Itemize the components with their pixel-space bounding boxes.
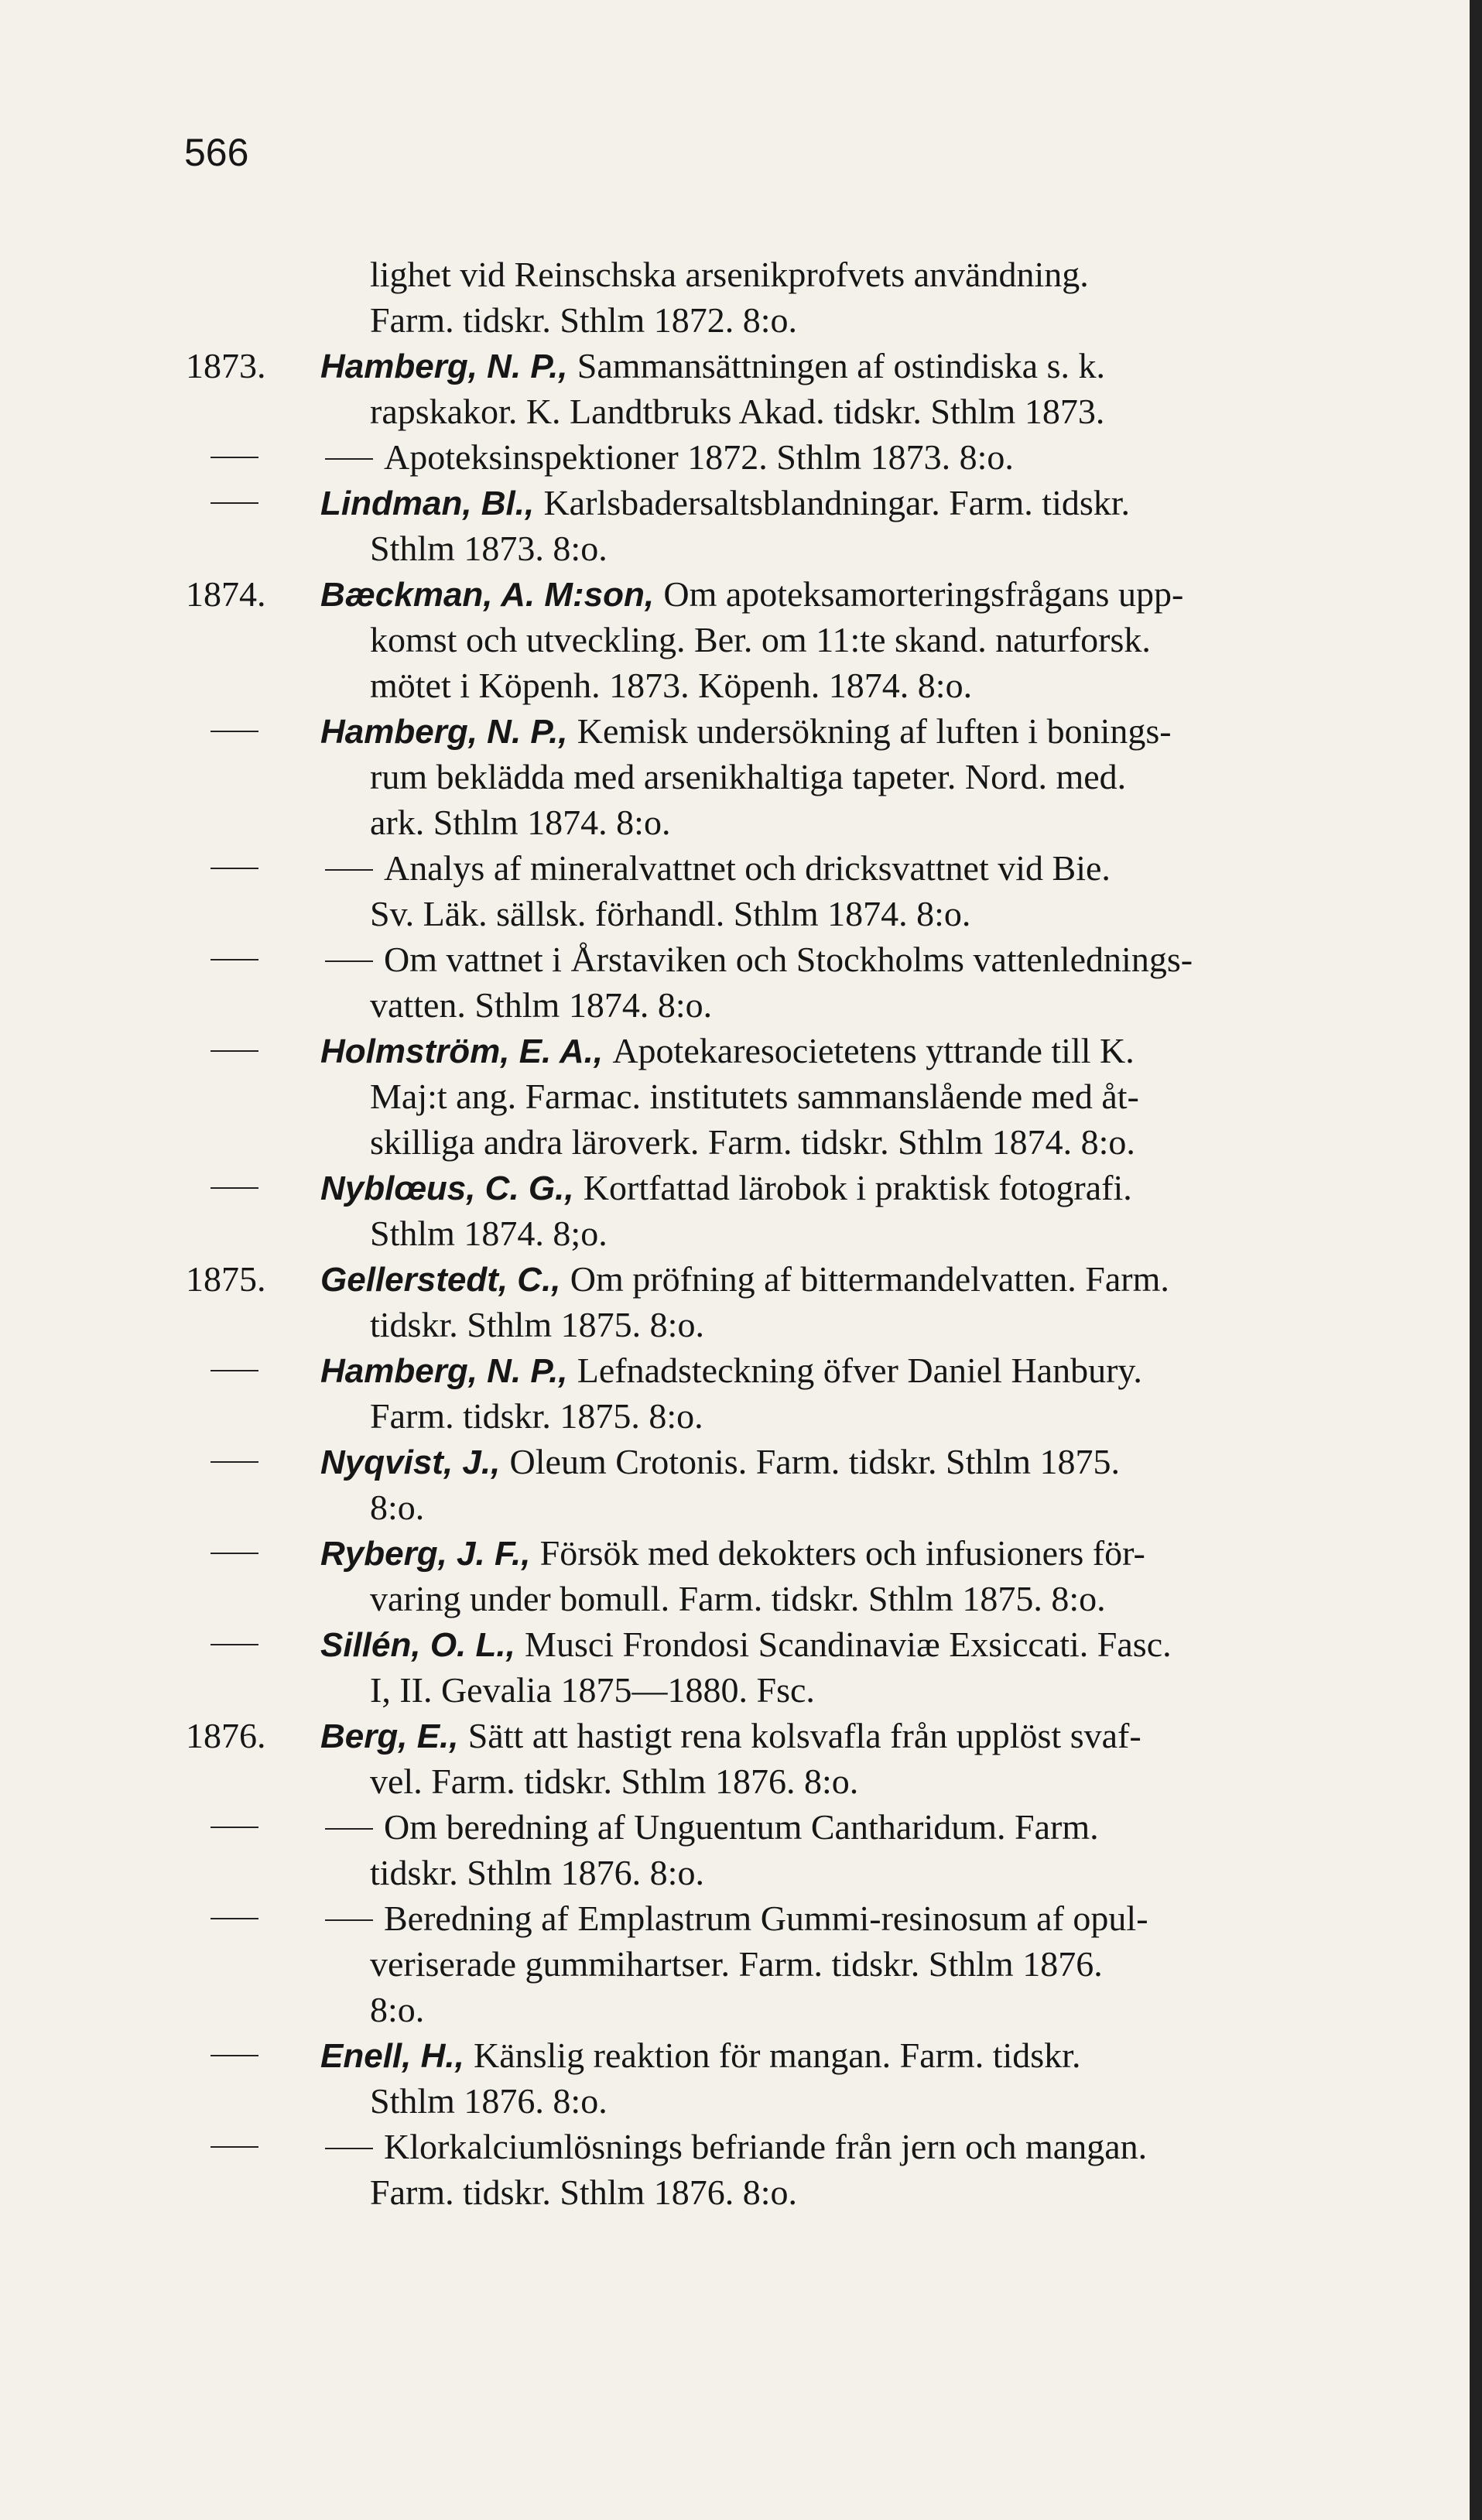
- entry-continuation-line: Farm. tidskr. 1875. 8:o.: [370, 1396, 703, 1436]
- entry-author: Ryberg, J. F.,: [320, 1535, 540, 1573]
- entry-continuation-line: skilliga andra läroverk. Farm. tidskr. Sthlm 1874. 8:o.: [370, 1122, 1135, 1162]
- bibliography-entry: [0, 1256, 1482, 1347]
- entry-year: 1875.: [186, 1259, 266, 1299]
- same-year-dash: [210, 2146, 258, 2148]
- entry-continuation-line: 8:o.: [370, 1990, 425, 2029]
- entry-author: Hamberg, N. P.,: [320, 1352, 577, 1390]
- bibliography-entry: [0, 1165, 1482, 1256]
- entry-title-text: Karlsbadersaltsblandningar. Farm. tidskr.: [543, 483, 1131, 522]
- bibliography-list: [0, 206, 1482, 2215]
- entry-title-text: Om beredning af Unguentum Cantharidum. Farm.: [384, 1807, 1099, 1847]
- same-year-dash: [210, 731, 258, 732]
- entry-title-text: Musci Frondosi Scandinaviæ Exsiccati. Fasc.: [525, 1625, 1172, 1664]
- same-year-dash: [210, 1553, 258, 1554]
- entry-author: Bæckman, A. M:son,: [320, 576, 664, 614]
- ditto-dash: [325, 1828, 373, 1830]
- bibliography-entry: [0, 2124, 1482, 2215]
- entry-year: 1876.: [186, 1716, 266, 1755]
- entry-continuation-line: vatten. Sthlm 1874. 8:o.: [370, 985, 713, 1025]
- entry-author: Lindman, Bl.,: [320, 484, 544, 522]
- bibliography-entry: [0, 1895, 1482, 2032]
- entry-title-text: Klorkalciumlösnings befriande från jern och mangan.: [384, 2127, 1148, 2166]
- entry-continuation-line: Maj:t ang. Farmac. institutets sammanslående med åt-: [370, 1077, 1139, 1116]
- entry-continuation-line: ark. Sthlm 1874. 8:o.: [370, 803, 671, 842]
- ditto-dash: [325, 1919, 373, 1921]
- entry-author: Sillén, O. L.,: [320, 1626, 525, 1664]
- entry-title-text: Försök med dekokters och infusioners för-: [539, 1533, 1145, 1573]
- bibliography-entry: [0, 1028, 1482, 1165]
- entry-continuation-line: Farm. tidskr. Sthlm 1872. 8:o.: [370, 300, 798, 340]
- entry-title-text: Lefnadsteckning öfver Daniel Hanbury.: [577, 1351, 1142, 1390]
- entry-title-text: Kortfattad lärobok i praktisk fotografi.: [583, 1168, 1132, 1207]
- entry-continuation-line: 8:o.: [370, 1488, 425, 1527]
- entry-continuation-line: Farm. tidskr. Sthlm 1876. 8:o.: [370, 2172, 798, 2212]
- ditto-dash: [325, 458, 373, 460]
- same-year-dash: [210, 1370, 258, 1371]
- entry-continuation-line: rum beklädda med arsenikhaltiga tapeter. Nord. med.: [370, 757, 1127, 796]
- entry-year: 1873.: [186, 346, 266, 385]
- ditto-dash: [325, 869, 373, 871]
- bibliography-entry: [0, 1530, 1482, 1621]
- entry-continuation-line: Sv. Läk. sällsk. förhandl. Sthlm 1874. 8:o.: [370, 894, 971, 933]
- bibliography-entry: [0, 571, 1482, 708]
- entry-author: Hamberg, N. P.,: [320, 713, 577, 751]
- entry-continuation-line: veriserade gummihartser. Farm. tidskr. Sthlm 1876.: [370, 1944, 1103, 1984]
- same-year-dash: [210, 1644, 258, 1645]
- entry-continuation-line: vel. Farm. tidskr. Sthlm 1876. 8:o.: [370, 1762, 859, 1801]
- entry-continuation-line: Sthlm 1876. 8:o.: [370, 2081, 608, 2121]
- bibliography-entry: [0, 1804, 1482, 1895]
- same-year-dash: [210, 1827, 258, 1828]
- entry-title-text: Apoteksinspektioner 1872. Sthlm 1873. 8:o.: [384, 437, 1014, 477]
- entry-continuation-line: varing under bomull. Farm. tidskr. Sthlm 1875. 8:o.: [370, 1579, 1106, 1618]
- same-year-dash: [210, 502, 258, 504]
- entry-author: Gellerstedt, C.,: [320, 1261, 570, 1299]
- same-year-dash: [210, 1050, 258, 1052]
- entry-continuation-line: lighet vid Reinschska arsenikprofvets användning.: [370, 255, 1089, 294]
- entry-title-text: Om apoteksamorteringsfrågans upp-: [663, 574, 1184, 614]
- entry-continuation-line: Sthlm 1873. 8:o.: [370, 529, 608, 568]
- entry-year: 1874.: [186, 574, 266, 614]
- entry-continuation-line: komst och utveckling. Ber. om 11:te skand. naturforsk.: [370, 620, 1151, 659]
- same-year-dash: [210, 868, 258, 869]
- bibliography-entry: [0, 708, 1482, 845]
- entry-author: Nyqvist, J.,: [320, 1443, 510, 1481]
- entry-title-text: Beredning af Emplastrum Gummi-resinosum af opul-: [384, 1899, 1148, 1938]
- same-year-dash: [210, 2055, 258, 2056]
- entry-author: Berg, E.,: [320, 1717, 468, 1755]
- entry-author: Nyblœus, C. G.,: [320, 1169, 584, 1207]
- entry-continuation-line: mötet i Köpenh. 1873. Köpenh. 1874. 8:o.: [370, 666, 973, 705]
- entry-title-text: Sammansättningen af ostindiska s. k.: [577, 346, 1106, 385]
- entry-continuation-line: Sthlm 1874. 8;o.: [370, 1214, 608, 1253]
- entry-first-line: [0, 206, 1482, 252]
- entry-continuation-line: rapskakor. K. Landtbruks Akad. tidskr. Sthlm 1873.: [370, 392, 1105, 431]
- bibliography-entry: [0, 343, 1482, 434]
- bibliography-entry: [0, 206, 1482, 343]
- entry-title-text: Om pröfning af bittermandelvatten. Farm.: [570, 1259, 1169, 1299]
- entry-author: Enell, H.,: [320, 2037, 474, 2075]
- bibliography-entry: [0, 1713, 1482, 1804]
- entry-title-text: Om vattnet i Årstaviken och Stockholms vattenlednings-: [384, 940, 1193, 979]
- entry-author: Holmström, E. A.,: [320, 1032, 613, 1070]
- bibliography-entry: [0, 1347, 1482, 1439]
- entry-title-text: Oleum Crotonis. Farm. tidskr. Sthlm 1875.: [509, 1442, 1120, 1481]
- entry-continuation-line: I, II. Gevalia 1875—1880. Fsc.: [370, 1670, 815, 1710]
- bibliography-entry: [0, 1439, 1482, 1530]
- bibliography-entry: [0, 1621, 1482, 1713]
- entry-author: Hamberg, N. P.,: [320, 348, 577, 385]
- ditto-dash: [325, 960, 373, 962]
- ditto-dash: [325, 2148, 373, 2149]
- bibliography-entry: [0, 845, 1482, 936]
- entry-title-text: Kemisk undersökning af luften i bonings-: [577, 711, 1172, 751]
- bibliography-entry: [0, 936, 1482, 1028]
- same-year-dash: [210, 959, 258, 960]
- bibliography-entry: [0, 434, 1482, 480]
- same-year-dash: [210, 1461, 258, 1463]
- bibliography-entry: [0, 480, 1482, 571]
- entry-title-text: Känslig reaktion för mangan. Farm. tidskr.: [474, 2036, 1081, 2075]
- entry-title-text: Analys af mineralvattnet och dricksvattnet vid Bie.: [384, 848, 1111, 888]
- entry-title-text: Sätt att hastigt rena kolsvafla från upplöst svaf-: [467, 1716, 1141, 1755]
- entry-title-text: Apotekaresocietetens yttrande till K.: [612, 1031, 1135, 1070]
- entry-continuation-line: tidskr. Sthlm 1876. 8:o.: [370, 1853, 704, 1892]
- same-year-dash: [210, 457, 258, 458]
- same-year-dash: [210, 1918, 258, 1919]
- entry-continuation-line: tidskr. Sthlm 1875. 8:o.: [370, 1305, 704, 1344]
- bibliography-entry: [0, 2032, 1482, 2124]
- page-number: 566: [184, 131, 249, 174]
- same-year-dash: [210, 1187, 258, 1189]
